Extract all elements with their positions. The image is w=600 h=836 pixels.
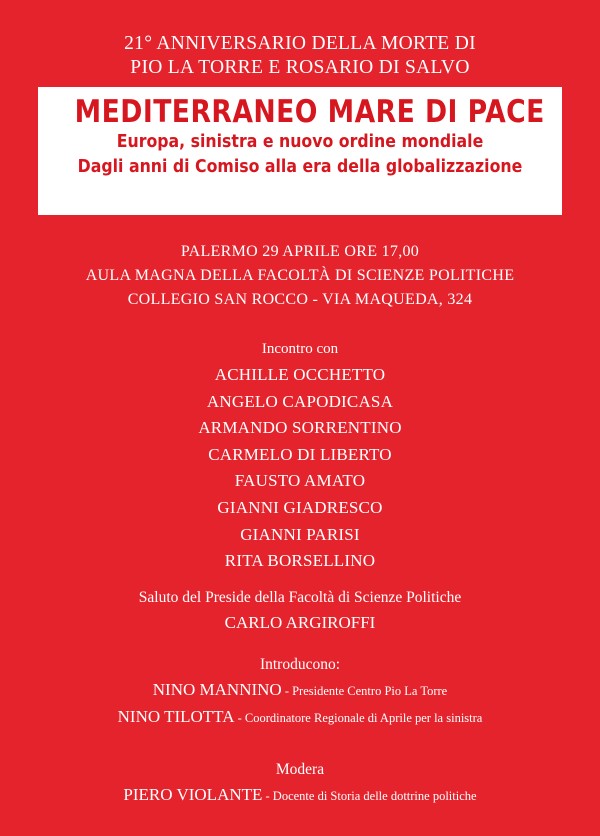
greeting-section (0, 586, 600, 636)
speaker-name: RITA BORSELLINO (224, 551, 376, 571)
speaker-name: ARMANDO SORRENTINO (198, 418, 402, 438)
introducer-name: NINO TILOTTA (117, 707, 235, 726)
speaker-name: ACHILLE OCCHETTO (214, 365, 386, 384)
speaker-name: GIANNI GIADRESCO (217, 497, 383, 517)
speaker-name: ANGELO CAPODICASA (206, 391, 394, 411)
speaker-name: FAUSTO AMATO (234, 471, 366, 491)
moderator-label: Modera (275, 761, 325, 778)
speaker-name: CARMELO DI LIBERTO (208, 444, 392, 464)
banner-subtitle-1: Europa, sinistra e nuovo ordine mondiale (116, 132, 484, 152)
header (0, 32, 600, 80)
greeting-label: Saluto del Preside della Facoltà di Scienze Politiche (138, 589, 462, 606)
speakers-label: Incontro con (261, 341, 339, 357)
speaker-name: GIANNI PARISI (240, 524, 360, 544)
introducer-row (0, 677, 600, 704)
introduction-label: Introducono: (259, 656, 341, 673)
introducer-name: NINO MANNINO (152, 680, 282, 699)
greeting-name: CARLO ARGIROFFI (224, 613, 376, 632)
introducer-row (0, 704, 600, 731)
moderator-name: PIERO VIOLANTE (123, 785, 263, 804)
venue-address: COLLEGIO SAN ROCCO - VIA MAQUEDA, 324 (127, 291, 473, 308)
moderator-role: - Docente di Storia delle dottrine politiche (262, 789, 477, 803)
introducer-role: - Presidente Centro Pio La Torre (281, 684, 448, 698)
title-banner (38, 87, 562, 215)
banner-title: MEDITERRANEO MARE DI PACE (74, 94, 545, 130)
moderator-section (0, 758, 600, 809)
venue-hall: AULA MAGNA DELLA FACOLTÀ DI SCIENZE POLITICHE (85, 267, 515, 284)
header-line-1: 21° ANNIVERSARIO DELLA MORTE DI (124, 33, 476, 54)
speakers-section (0, 337, 600, 575)
introducer-role: - Coordinatore Regionale di Aprile per la sinistra (234, 711, 483, 725)
header-line-2: PIO LA TORRE E ROSARIO DI SALVO (130, 57, 470, 78)
venue-date: PALERMO 29 APRILE ORE 17,00 (180, 243, 420, 260)
moderator-row (0, 782, 600, 809)
venue-info (0, 240, 600, 312)
introduction-section (0, 653, 600, 731)
banner-subtitle-2: Dagli anni di Comiso alla era della globalizzazione (77, 157, 523, 177)
